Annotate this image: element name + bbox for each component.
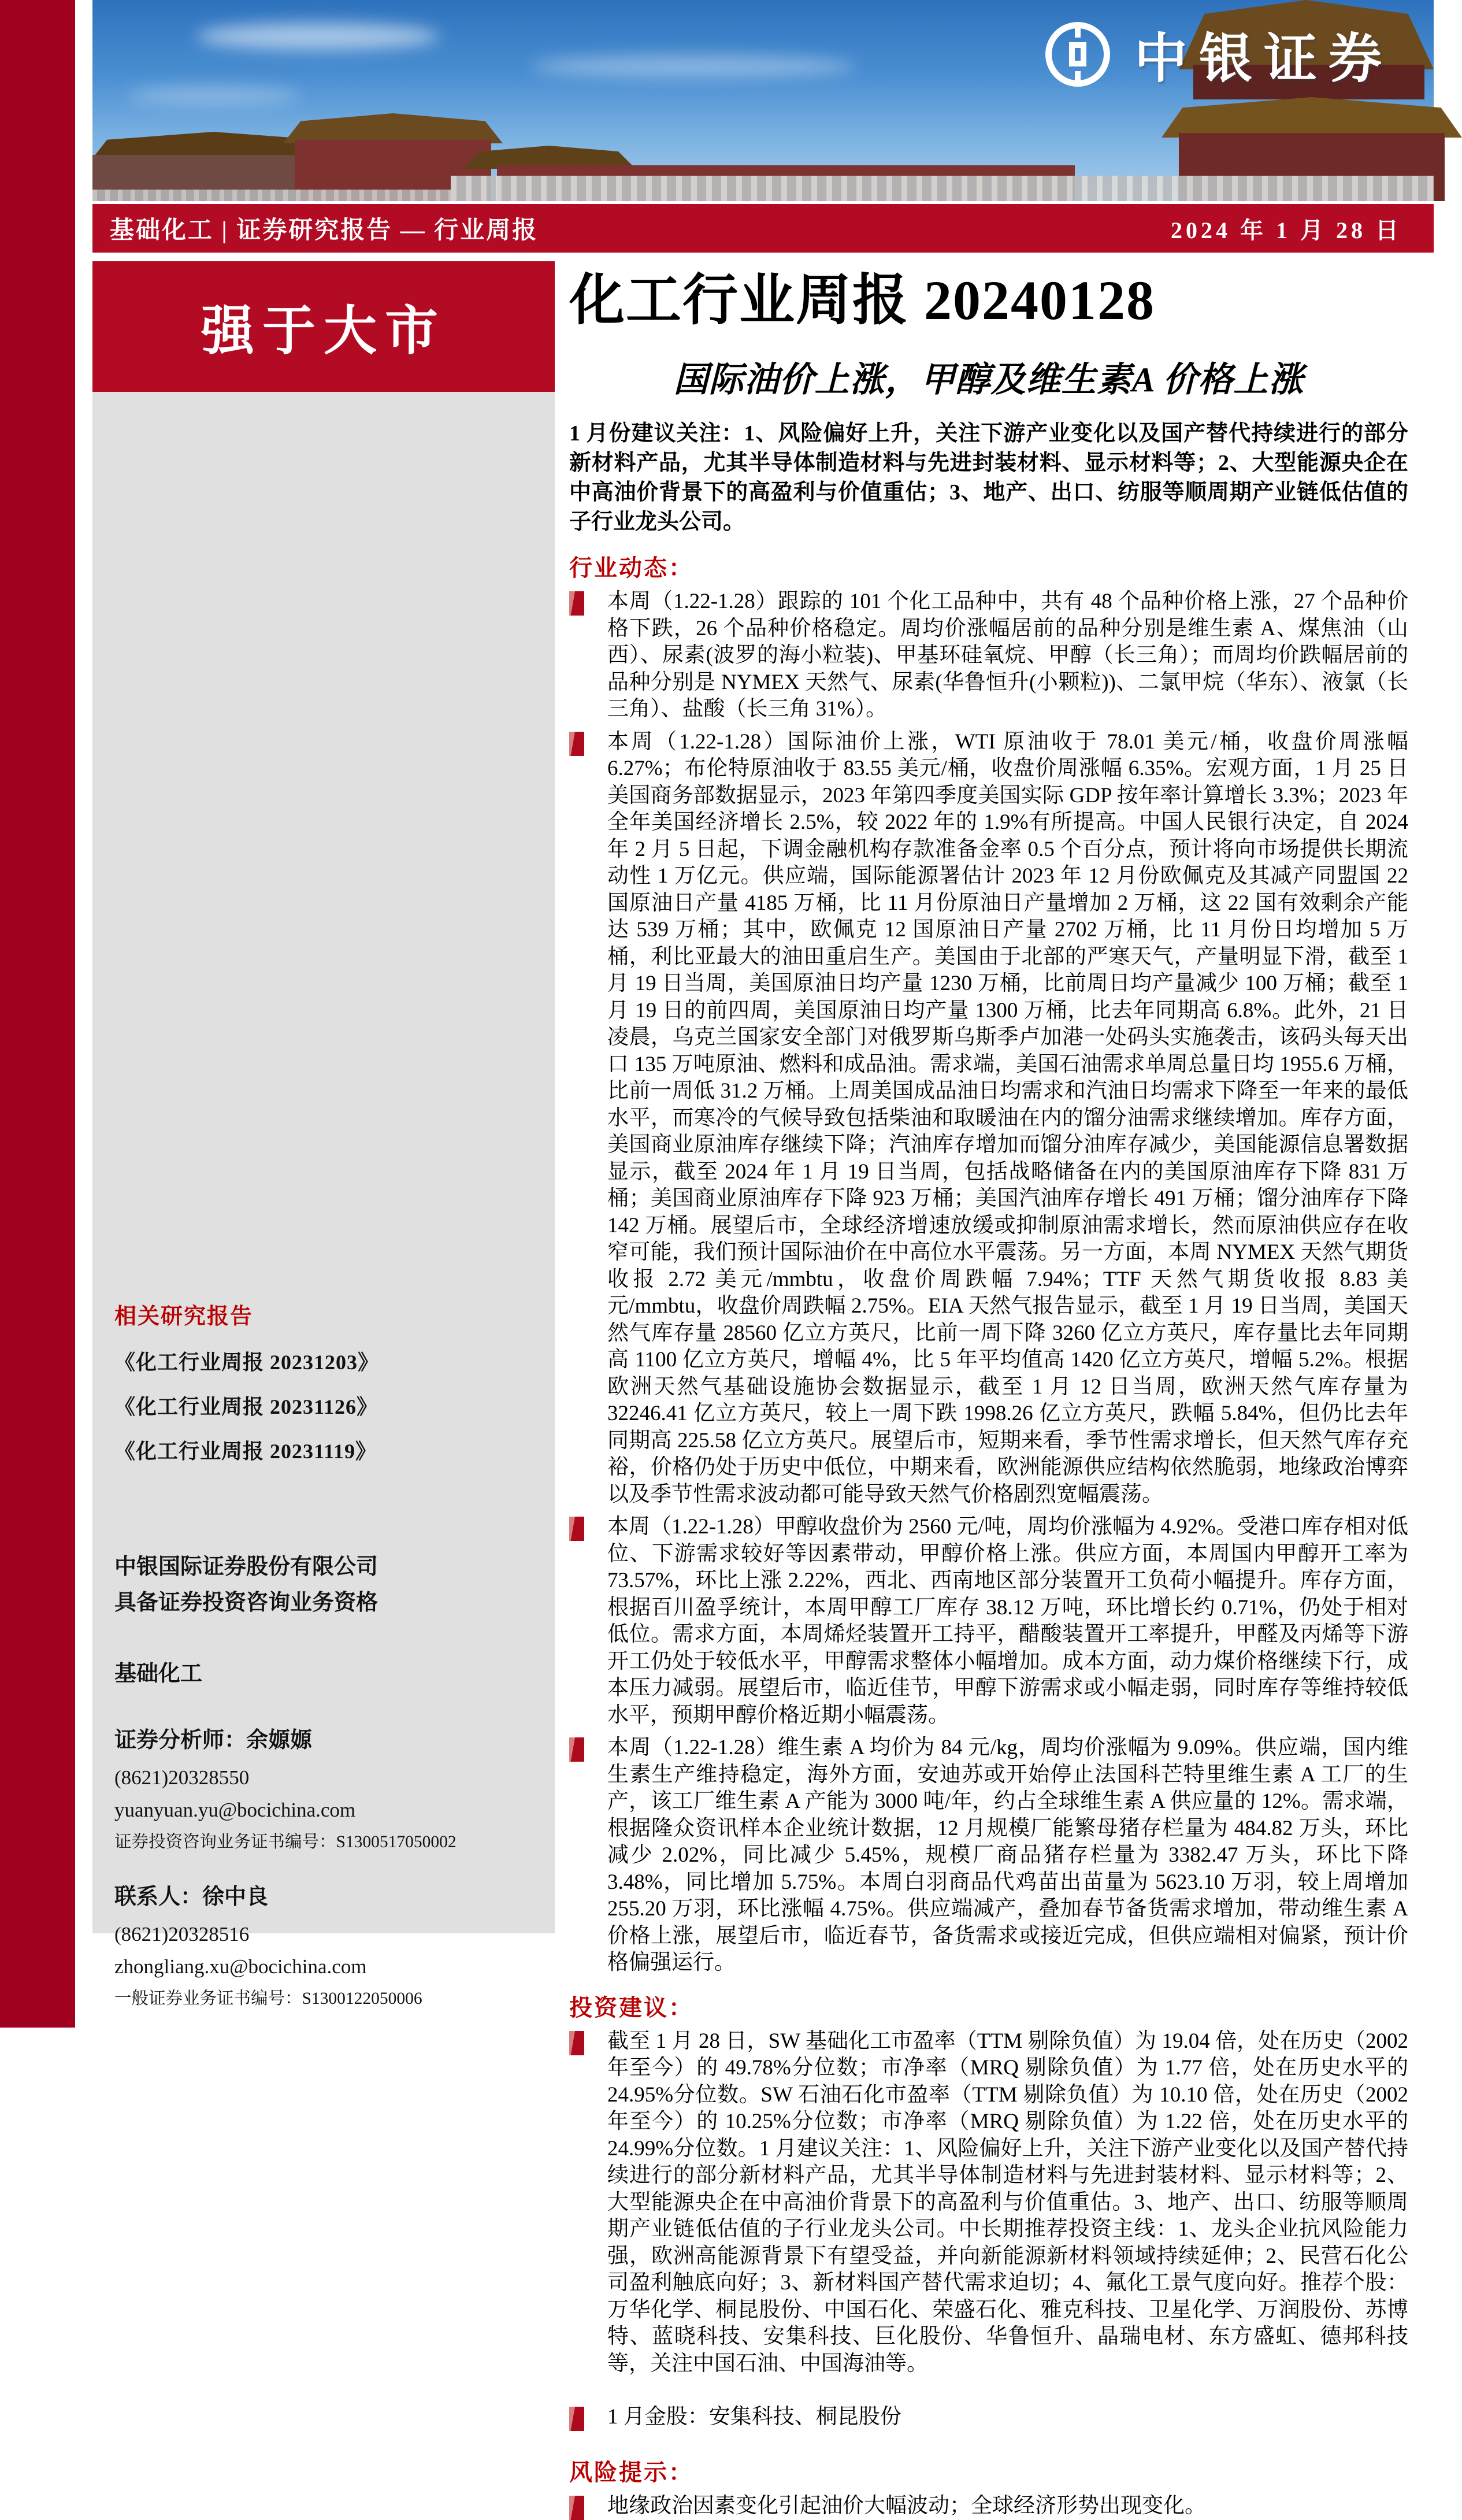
company-name: 中银国际证券股份有限公司 bbox=[114, 1555, 379, 1579]
cloud-shape bbox=[532, 55, 855, 78]
analyst-email: yuanyuan.yu@bocichina.com bbox=[114, 1799, 356, 1821]
bullet-text-oil-gas: 本周（1.22-1.28）国际油价上涨，WTI 原油收于 78.01 美元/桶，收盘价周涨幅 6.27%；布伦特原油收于 83.55 美元/桶，收盘价周涨幅 6.35%。宏观方面，1 月 25 日美国商务部数据显示，2023 年第四季度美国实际 GDP 按年率计算增长 3.3%；2023 年全年美国经济增长 2.5%，较 2022 年的 1.9%有所提高。中国人民银行决定，自 2024 年 2 月 5 日起，下调金融机构存款准备金率 0.5 个百分点，预计将向市场提供长期流动性 1 万亿元。供应端，国际能源署估计 2023 年 12 月份欧佩克及其减产同盟国 22 国原油日产量 4185 万桶，比 11 月份原油日产量增加 2 万桶，这 22 国有效剩余产能达 539 万桶；其中，欧佩克 12 国原油日产量 2702 万桶，比 11 月份日均增加 5 万桶，利比亚最大的油田重启生产。美国由于北部的严寒天气，产量明显下滑，截至 1 月 19 日当周，美国原油日均产量 1230 万桶，比前周日均产量减少 100 万桶；截至 1 月 19 日的前四周，美国原油日均产量 1300 万桶，比去年同期高 6.8%。此外，21 日凌晨，乌克兰国家安全部门对俄罗斯乌斯季卢加港一处码头实施袭击，该码头每天出口 135 万吨原油、燃料和成品油。需求端，美国石油需求单周总量日均 1955.6 万桶，比前一周低 31.2 万桶。上周美国成品油日均需求和汽油日均需求下降至一年来的最低水平，而寒冷的气候导致包括柴油和取暖油在内的馏分油需求继续增加。库存方面，美国商业原油库存继续下降；汽油库存增加而馏分油库存减少，美国能源信息署数据显示，截至 2024 年 1 月 19 日当周，包括战略储备在内的美国原油库存下降 831 万桶；美国商业原油库存下降 923 万桶；美国汽油库存增长 491 万桶；馏分油库存下降 142 万桶。展望后市，全球经济增速放缓或抑制原油需求增长，然而原油供应存在收窄可能，我们预计国际油价在中高位水平震荡。另一方面，本周 NYMEX 天然气期货收报 2.72 美元/mmbtu，收盘价周跌幅 7.94%；TTF 天然气期货收报 8.83 美元/mmbtu，收盘价周跌幅 2.75%。EIA 天然气报告显示，截至 1 月 19 日当周，美国天然气库存量 28560 亿立方英尺，比前一周下降 3260 亿立方英尺，库存量比去年同期高 1100 亿立方英尺，增幅 4%，比 5 年平均值高 1420 亿立方英尺，增幅 5.2%。根据欧洲天然气基础设施协会数据显示，截至 1 月 12 日当周，欧洲天然气库存量为 32246.41 亿立方英尺，较上一周下跌 1998.26 亿立方英尺，跌幅 5.84%，但仍比去年同期高 225.58 亿立方英尺。展望后市，短期来看，季节性需求增长，但天然气库存充裕，价格仍处于历史中低位，中期来看，欧洲能源供应结构依然脆弱，地缘政治博弈以及季节性需求波动都可能导致天然气价格剧烈宽幅震荡。 bbox=[607, 729, 1409, 1506]
spacer bbox=[114, 1621, 536, 1655]
related-reports-heading: 相关研究报告 bbox=[114, 1305, 254, 1329]
bullet-item bbox=[569, 729, 1408, 1509]
band-title: 基础化工 | 证券研究报告 — 行业周报 bbox=[110, 217, 539, 244]
bullet-text-price-overview: 本周（1.22-1.28）跟踪的 101 个化工品种中，共有 48 个品种价格上涨，27 个品种价格下跌，26 个品种价格稳定。周均价涨幅居前的品种分别是维生素 A、煤焦油（山西）、尿素(波罗的海小粒装)、甲基环硅氧烷、甲醇（长三角）；而周均价跌幅居前的品种分别是 NYMEX 天然气、尿素(华鲁恒升(小颗粒))、二氯甲烷（华东）、液氯（长三角）、盐酸（长三角 31%）。 bbox=[607, 590, 1408, 721]
section-heading-risk: 风险提示： bbox=[569, 2459, 693, 2485]
bullet-marker-icon bbox=[569, 1737, 584, 1762]
analyst-phone: (8621)20328550 bbox=[114, 1766, 250, 1789]
bullet-item bbox=[569, 2028, 1408, 2378]
rating-label: 强于大市 bbox=[201, 302, 446, 361]
bullet-item bbox=[569, 588, 1408, 723]
spacer bbox=[114, 1687, 536, 1722]
bullet-item bbox=[569, 1735, 1408, 1977]
contact-name: 联系人：徐中良 bbox=[114, 1885, 269, 1909]
spacer bbox=[114, 1858, 536, 1878]
bullet-marker-icon bbox=[569, 2496, 584, 2520]
boc-logo bbox=[1045, 16, 1393, 92]
bullet-marker-icon bbox=[569, 1517, 584, 1541]
contact-email: zhongliang.xu@bocichina.com bbox=[114, 1955, 367, 1978]
boc-emblem-icon bbox=[1045, 22, 1110, 87]
report-date: 2024 年 1 月 28 日 bbox=[1171, 217, 1402, 243]
report-subtitle: 国际油价上涨，甲醇及维生素A 价格上涨 bbox=[673, 361, 1304, 399]
spacer bbox=[114, 1480, 536, 1549]
category-band bbox=[92, 204, 1434, 253]
rating-box bbox=[92, 261, 555, 392]
marble-railing bbox=[92, 190, 451, 201]
left-accent-bar bbox=[0, 0, 75, 2028]
main-content bbox=[569, 261, 1408, 2520]
marble-railing bbox=[451, 176, 1434, 201]
sidebar-panel bbox=[92, 392, 555, 2008]
bullet-marker-icon bbox=[569, 2031, 584, 2055]
industry-label: 基础化工 bbox=[114, 1662, 203, 1686]
bullet-marker-icon bbox=[569, 2407, 584, 2431]
contact-phone: (8621)20328516 bbox=[114, 1923, 250, 1945]
related-report-link[interactable]: 《化工行业周报 20231119》 bbox=[114, 1440, 377, 1463]
bullet-text-methanol: 本周（1.22-1.28）甲醇收盘价为 2560 元/吨，周均价涨幅为 4.92%。受港口库存相对低位、下游需求较好等因素带动，甲醇价格上涨。供应方面，本周国内甲醇开工率为 73.57%，环比上涨 2.22%，西北、西南地区部分装置开工负荷小幅提升。库存方面，根据百川盈孚统计，本周甲醇工厂库存 38.12 万吨，环比增长约 0.71%，仍处于相对低位。需求方面，本周烯烃装置开工持平，醋酸装置开工率提升，甲醛及丙烯等下游开工仍处于较低水平，甲醇需求整体小幅增加。成本方面，动力煤价格继续下行，成本压力减弱。展望后市，临近佳节，甲醇下游需求或小幅走弱，同时库存等维持较低水平，预期甲醇价格近期小幅震荡。 bbox=[607, 1515, 1408, 1727]
cloud-shape bbox=[196, 23, 439, 50]
bullet-text-gold-stocks: 1 月金股：安集科技、桐昆股份 bbox=[607, 2405, 901, 2429]
sidebar-content bbox=[114, 1298, 536, 2014]
company-qualification: 具备证券投资咨询业务资格 bbox=[114, 1591, 379, 1615]
cloud-shape bbox=[127, 87, 300, 104]
analyst-name: 证券分析师：余嫄嫄 bbox=[114, 1728, 313, 1752]
bullet-item bbox=[569, 2493, 1408, 2520]
section-heading-industry-news: 行业动态： bbox=[569, 555, 693, 581]
logo-text: 中银证券 bbox=[1134, 29, 1393, 88]
report-title: 化工行业周报 20240128 bbox=[569, 269, 1155, 331]
analyst-cert-number: 证券投资咨询业务证书编号：S1300517050002 bbox=[114, 1833, 457, 1851]
header-photo bbox=[92, 0, 1434, 201]
section-heading-investment-advice: 投资建议： bbox=[569, 1994, 693, 2021]
contact-cert-number: 一般证券业务证书编号：S1300122050006 bbox=[114, 1989, 422, 2008]
bullet-item bbox=[569, 2404, 1408, 2431]
intro-paragraph: 1 月份建议关注：1、风险偏好上升，关注下游产业变化以及国产替代持续进行的部分新材料产品，尤其半导体制造材料与先进封装材料、显示材料等；2、大型能源央企在中高油价背景下的高盈利与价值重估；3、地产、出口、纺服等顺周期产业链低估值的子行业龙头公司。 bbox=[569, 421, 1408, 534]
related-report-link[interactable]: 《化工行业周报 20231126》 bbox=[114, 1395, 379, 1418]
bullet-item bbox=[569, 1514, 1408, 1729]
related-report-link[interactable]: 《化工行业周报 20231203》 bbox=[114, 1351, 380, 1374]
palace-roof bbox=[1162, 97, 1462, 138]
bullet-text-valuation-advice: 截至 1 月 28 日，SW 基础化工市盈率（TTM 剔除负值）为 19.04 倍，处在历史（2002 年至今）的 49.78%分位数；市净率（MRQ 剔除负值）为 1.77 倍，处在历史水平的 24.95%分位数。SW 石油石化市盈率（TTM 剔除负值）为 10.10 倍，处在历史（2002 年至今）的 10.25%分位数；市净率（MRQ 剔除负值）为 1.22 倍，处在历史水平的 24.99%分位数。1 月建议关注：1、风险偏好上升，关注下游产业变化以及国产替代持续进行的部分新材料产品，尤其半导体制造材料与先进封装材料、显示材料等；2、大型能源央企在中高油价背景下的高盈利与价值重估。3、地产、出口、纺服等顺周期产业链低估值的子行业龙头公司。中长期推荐投资主线：1、龙头企业抗风险能力强，欧洲高能源背景下有望受益，并向新能源新材料领域持续延伸；2、民营石化公司盈利触底向好；3、新材料国产替代需求迫切；4、氟化工景气度向好。推荐个股：万华化学、桐昆股份、中国石化、荣盛石化、雅克科技、卫星化学、万润股份、苏博特、蓝晓科技、安集科技、巨化股份、华鲁恒升、晶瑞电材、东方盛虹、德邦科技等，关注中国石油、中国海油等。 bbox=[607, 2029, 1408, 2376]
bullet-text-risk: 地缘政治因素变化引起油价大幅波动；全球经济形势出现变化。 bbox=[607, 2494, 1206, 2518]
bullet-text-vitamin-a: 本周（1.22-1.28）维生素 A 均价为 84 元/kg，周均价涨幅为 9.09%。供应端，国内维生素生产维持稳定，海外方面，安迪苏或开始停止法国科芒特里维生素 A 工厂的生产，该工厂维生素 A 产能为 3000 吨/年，约占全球维生素 A 供应量的 12%。需求端，根据隆众资讯样本企业统计数据，12 月规模厂能繁母猪存栏量为 484.82 万头，环比减少 2.02%，同比减少 5.45%，规模厂商品猪存栏量为 3382.47 万头，环比下降 3.48%，同比增加 5.75%。本周白羽商品代鸡苗出苗量为 5623.10 万羽，较上周增加 255.20 万羽，环比涨幅 4.75%。供应端减产，叠加春节备货需求增加，带动维生素 A 价格上涨，展望后市，临近春节，备货需求或接近完成，但供应端相对偏紧，预计价格偏强运行。 bbox=[607, 1736, 1408, 1974]
bullet-marker-icon bbox=[569, 591, 584, 616]
palace-roof bbox=[283, 113, 503, 143]
bullet-marker-icon bbox=[569, 732, 584, 756]
